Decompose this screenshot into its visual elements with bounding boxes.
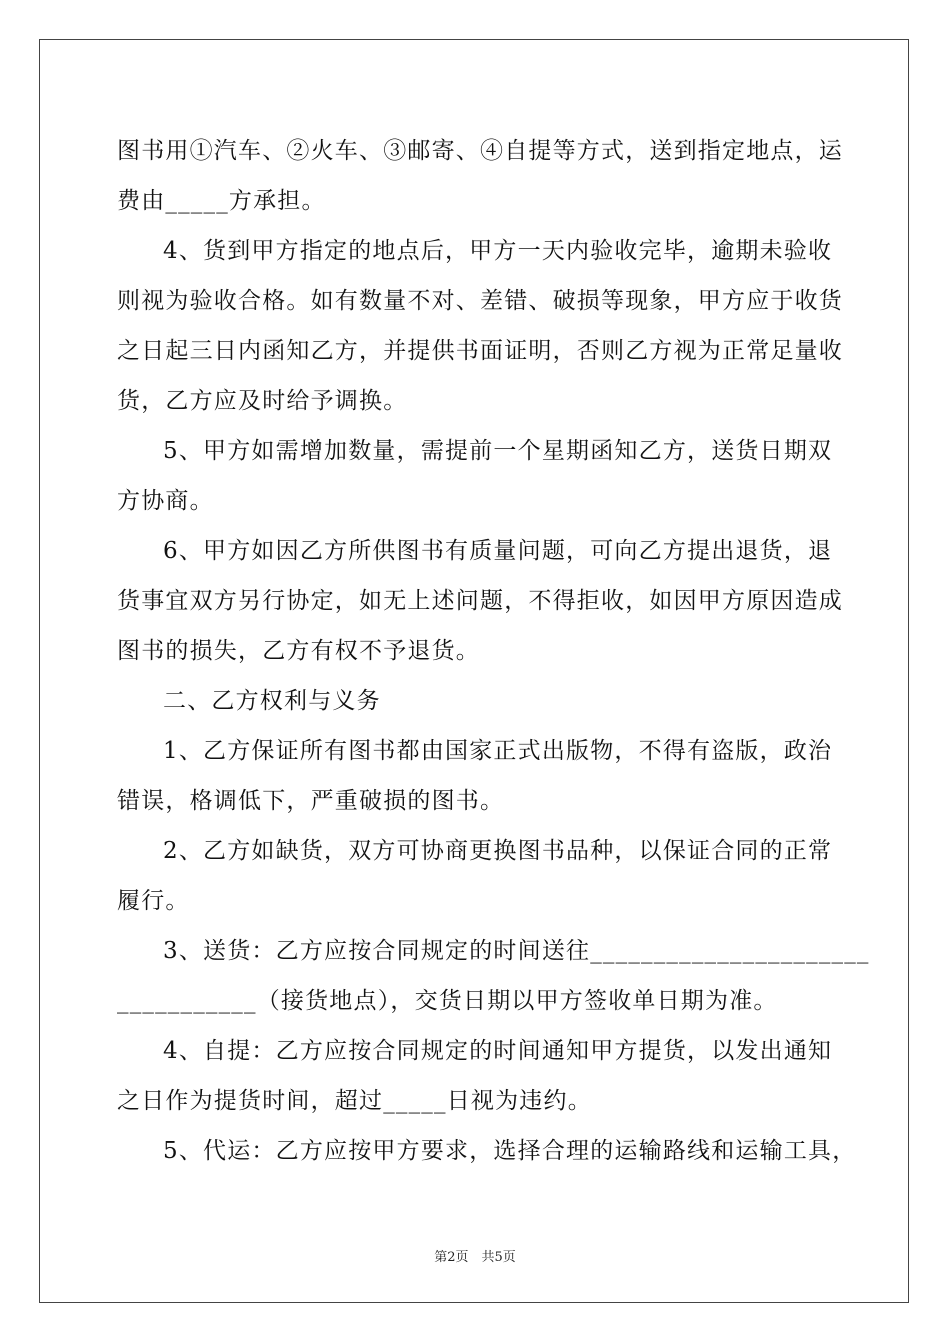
clause-4-line: 4、货到甲方指定的地点后，甲方一天内验收完毕，逾期未验收 — [163, 238, 833, 264]
clause-6-line: 6、甲方如因乙方所供图书有质量问题，可向乙方提出退货，退 — [163, 538, 833, 564]
text-line: 货，乙方应及时给予调换。 — [117, 388, 408, 414]
text-line: 履行。 — [117, 888, 190, 914]
text-line: 方协商。 — [117, 488, 214, 514]
clause-3-line: 3、送货：乙方应按合同规定的时间送往______________________ — [163, 938, 870, 964]
section-heading: 二、乙方权利与义务 — [163, 688, 381, 714]
clause-5-line: 5、甲方如需增加数量，需提前一个星期函知乙方，送货日期双 — [163, 438, 833, 464]
text-line: 之日起三日内函知乙方，并提供书面证明，否则乙方视为正常足量收 — [117, 338, 843, 364]
clause-2-line: 2、乙方如缺货，双方可协商更换图书品种，以保证合同的正常 — [163, 838, 833, 864]
text-line: 错误，格调低下，严重破损的图书。 — [117, 788, 505, 814]
text-line: 之日作为提货时间，超过_____日视为违约。 — [117, 1088, 592, 1114]
text-line: 费由_____方承担。 — [117, 188, 326, 214]
text-line: 货事宜双方另行协定，如无上述问题，不得拒收，如因甲方原因造成 — [117, 588, 843, 614]
clause-1-line: 1、乙方保证所有图书都由国家正式出版物，不得有盗版，政治 — [163, 738, 833, 764]
clause-4b-line: 4、自提：乙方应按合同规定的时间通知甲方提货，以发出通知 — [163, 1038, 833, 1064]
text-line: 图书用①汽车、②火车、③邮寄、④自提等方式，送到指定地点，运 — [117, 138, 843, 164]
text-line: 则视为验收合格。如有数量不对、差错、破损等现象，甲方应于收货 — [117, 288, 843, 314]
page-number-footer: 第2页 共5页 — [434, 1250, 516, 1265]
text-line: ___________（接货地点），交货日期以甲方签收单日期为准。 — [117, 988, 778, 1014]
text-line: 图书的损失，乙方有权不予退货。 — [117, 638, 480, 664]
document-body — [117, 126, 870, 1176]
clause-5b-line: 5、代运：乙方应按甲方要求，选择合理的运输路线和运输工具， — [163, 1138, 857, 1164]
